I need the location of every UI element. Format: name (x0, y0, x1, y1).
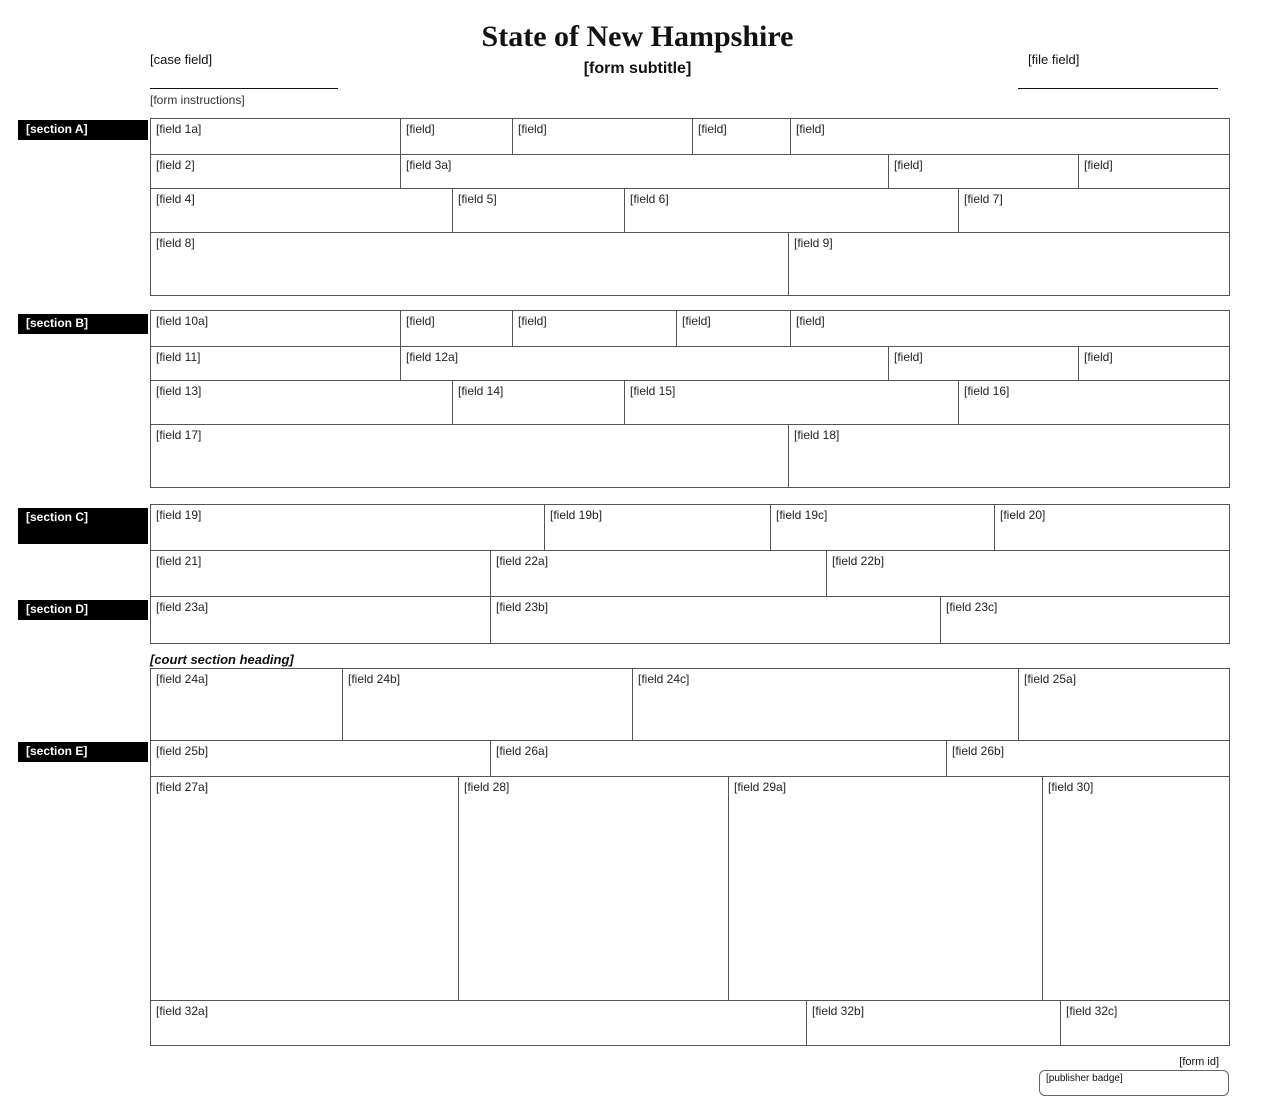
union-grid (150, 504, 1230, 644)
court-heading: [court section heading] (150, 652, 294, 667)
decree-grid (150, 668, 1230, 1046)
field[interactable]: [field 22a] (491, 551, 827, 597)
field[interactable]: [field 13] (151, 381, 453, 425)
field[interactable]: [field 12a] (401, 347, 889, 381)
band-decree: [section E] (18, 742, 148, 762)
field[interactable]: [field 24c] (633, 669, 1019, 741)
field[interactable]: [field] (1079, 155, 1229, 189)
field[interactable]: [field 29a] (729, 777, 1043, 1001)
field[interactable]: [field] (693, 119, 791, 155)
field[interactable]: [field 32a] (151, 1001, 807, 1045)
field[interactable]: [field 8] (151, 233, 789, 295)
field[interactable]: [field 24a] (151, 669, 343, 741)
field[interactable]: [field 10a] (151, 311, 401, 347)
field[interactable]: [field 23a] (151, 597, 491, 643)
field[interactable]: [field 22b] (827, 551, 1229, 597)
field[interactable]: [field 32c] (1066, 1004, 1118, 1018)
field[interactable]: [field 23b] (491, 597, 941, 643)
page-title: State of New Hampshire (481, 20, 794, 53)
case-number-label: [case field] (150, 52, 213, 67)
field[interactable]: [field 14] (453, 381, 625, 425)
field[interactable]: [field 1a] (151, 119, 401, 155)
field[interactable]: [field 16] (959, 381, 1229, 425)
band-person-b: [section B] (18, 314, 148, 334)
field[interactable]: [field 26a] (491, 741, 947, 777)
field[interactable]: [field 28] (459, 777, 729, 1001)
field[interactable]: [field 32b] (807, 1001, 1061, 1045)
field[interactable]: [field 30] (1043, 777, 1229, 1001)
band-attorney: [section D] (18, 600, 148, 620)
field[interactable]: [field 25a] (1019, 669, 1229, 741)
field[interactable]: [field 5] (453, 189, 625, 233)
person-a-grid (150, 118, 1230, 296)
field[interactable]: [field 25b] (151, 741, 491, 777)
field[interactable]: [field 23c] (946, 600, 998, 614)
instructions: [form instructions] (150, 93, 245, 107)
field[interactable]: [field 7] (959, 189, 1229, 233)
field[interactable]: [field] (1079, 347, 1229, 381)
band-union: [section C] (18, 508, 148, 544)
field[interactable]: [field 24b] (343, 669, 633, 741)
field[interactable]: [field 15] (625, 381, 959, 425)
field[interactable]: [field 2] (151, 155, 401, 189)
field[interactable]: [field 19] (151, 505, 545, 551)
field[interactable]: [field 11] (151, 347, 401, 381)
field[interactable]: [field] (513, 119, 693, 155)
field[interactable]: [field] (889, 347, 1079, 381)
field[interactable]: [field 26b] (947, 741, 1229, 777)
field[interactable]: [field] (513, 311, 677, 347)
band-person-a: [section A] (18, 120, 148, 140)
field[interactable]: [field 18] (794, 428, 840, 442)
field[interactable]: [field 4] (151, 189, 453, 233)
field[interactable]: [field 19b] (545, 505, 771, 551)
field[interactable]: [field 21] (151, 551, 491, 597)
file-number-label: [file field] (1028, 52, 1080, 67)
field[interactable]: [field] (791, 311, 1229, 347)
field[interactable]: [field] (401, 311, 513, 347)
field[interactable]: [field 3a] (401, 155, 889, 189)
field[interactable]: [field 20] (995, 505, 1229, 551)
publisher-badge: [publisher badge] (1039, 1070, 1229, 1096)
field[interactable]: [field] (401, 119, 513, 155)
field[interactable]: [field 27a] (151, 777, 459, 1001)
page-subtitle: [form subtitle] (583, 60, 692, 77)
field[interactable]: [field] (791, 119, 1229, 155)
field[interactable]: [field 6] (625, 189, 959, 233)
field[interactable]: [field] (889, 155, 1079, 189)
person-b-grid (150, 310, 1230, 488)
field[interactable]: [field 9] (794, 236, 833, 250)
field[interactable]: [field 17] (151, 425, 789, 487)
field[interactable]: [field] (677, 311, 791, 347)
form-id: [form id] (1179, 1056, 1219, 1068)
field[interactable]: [field 19c] (771, 505, 995, 551)
